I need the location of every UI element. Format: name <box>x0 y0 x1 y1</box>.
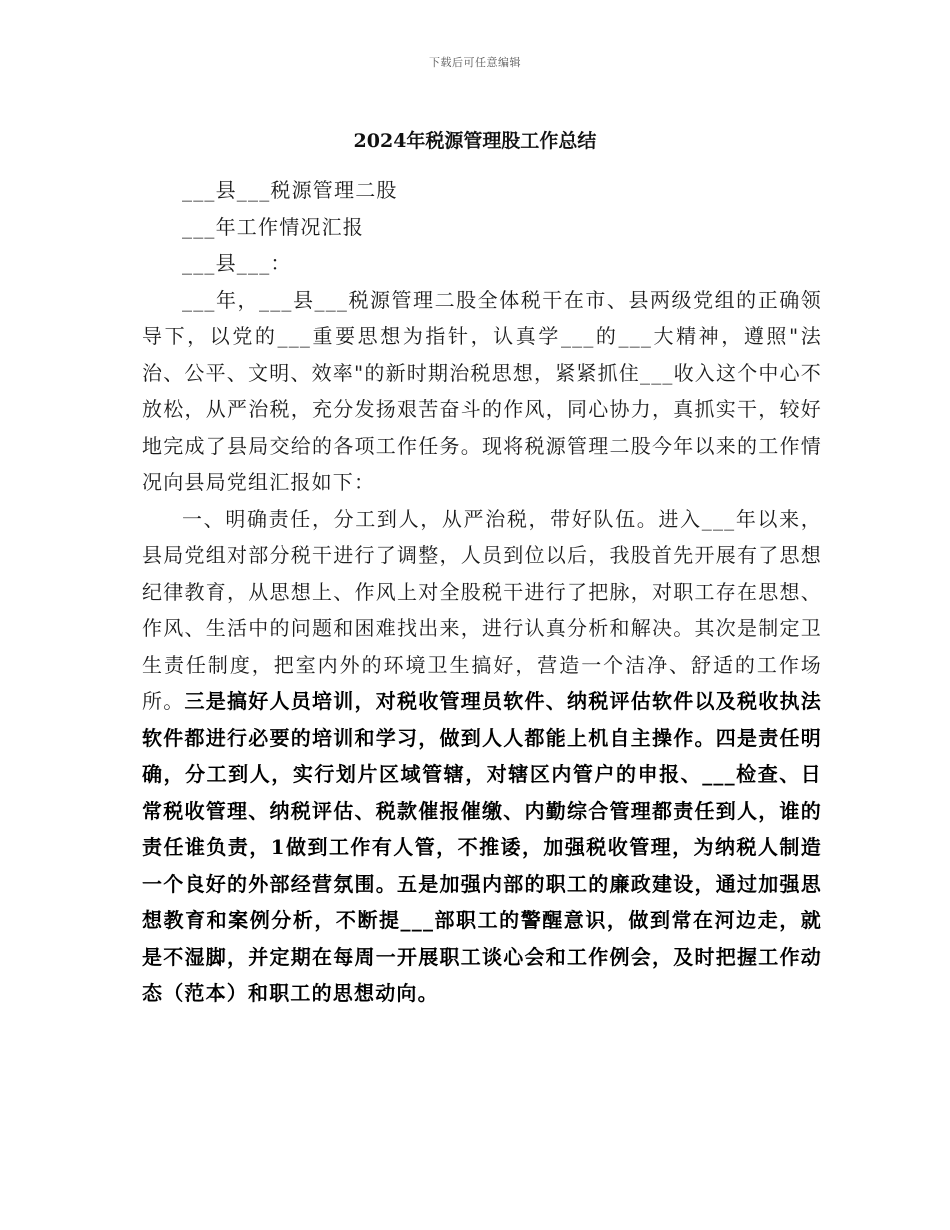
document-title: 2024年税源管理股工作总结 <box>353 130 597 152</box>
intro-paragraph: ___年，___县___税源管理二股全体税干在市、县两级党组的正确领导下，以党的___重要思想为指针，认真学___的___大精神，遵照"法治、公平、文明、效率"的新时期治税思想，紧紧抓住___收入这个中心不放松，从严治税，充分发扬艰苦奋斗的作风，同心协力，真抓实干，较好地完成了县局交给的各项工作任务。现将税源管理二股今年以来的工作情况向县局党组汇报如下： <box>142 287 822 494</box>
section-one-text: 一、明确责任，分工到人，从严治税，带好队伍。进入___年以来，县局党组对部分税干进行了调整，人员到位以后，我股首先开展有了思想纪律教育，从思想上、作风上对全股税干进行了把脉，对职工存在思想、作风、生活中的问题和困难找出来，进行认真分析和解决。其次是制定卫生责任制度，把室内外的环境卫生搞好，营造一个洁净、舒适的工作场所。 <box>142 506 822 713</box>
addressee-line: ___县___： <box>182 251 292 275</box>
section-one-paragraph <box>142 501 822 1012</box>
header-note: 下载后可任意编辑 <box>429 56 521 69</box>
org-line: ___县___税源管理二股 <box>182 178 398 202</box>
document-body <box>142 172 822 1012</box>
report-title-line: ___年工作情况汇报 <box>182 214 364 239</box>
section-one-bold-text: 三是搞好人员培训，对税收管理员软件、纳税评估软件以及税收执法软件都进行必要的培训和学习，做到人人都能上机自主操作。四是责任明确，分工到人，实行划片区域管辖，对辖区内管户的申报、___检查、日常税收管理、纳税评估、税款催报催缴、内勤综合管理都责任到人，谁的责任谁负责，1做到工作有人管，不推诿，加强税收管理，为纳税人制造一个良好的外部经营氛围。五是加强内部的职工的廉政建设，通过加强思想教育和案例分析，不断提___部职工的警醒意识，做到常在河边走，就是不湿脚，并定期在每周一开展职工谈心会和工作例会，及时把握工作动态（范本）和职工的思想动向。 <box>142 689 823 1005</box>
